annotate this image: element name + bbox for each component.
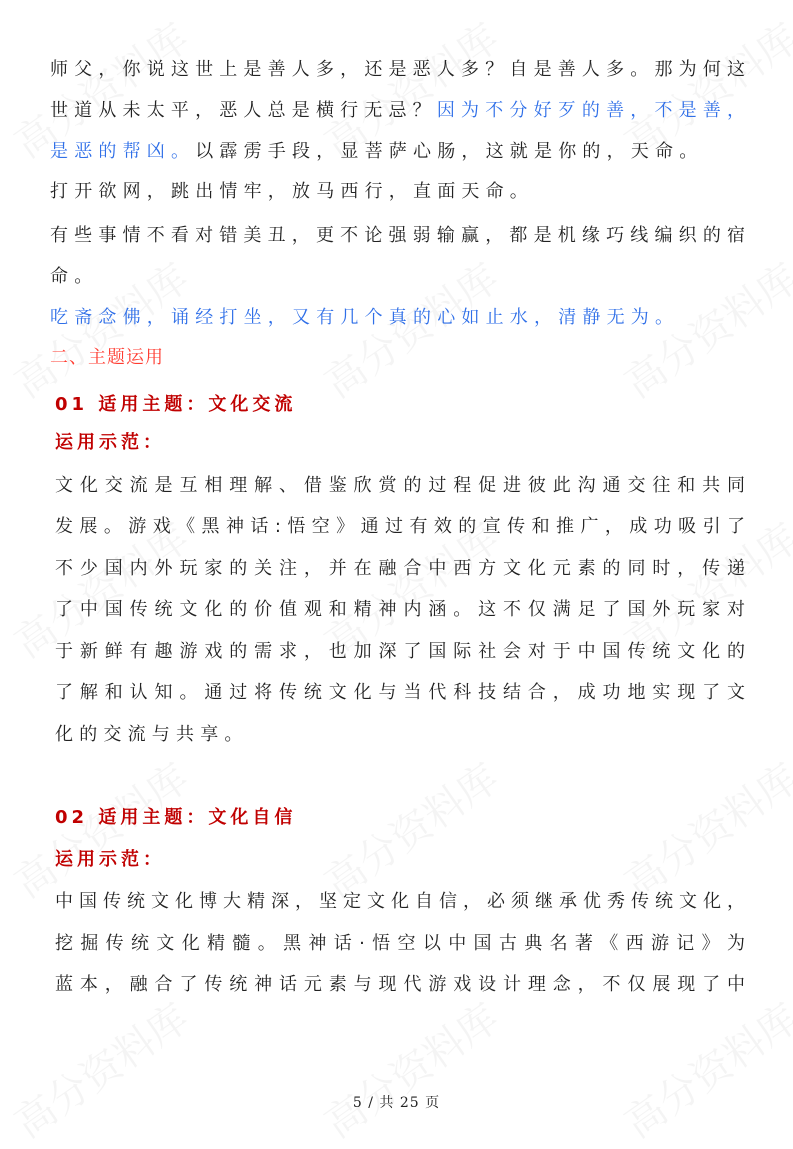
watermark-text (612, 748, 793, 909)
text-line (50, 224, 745, 248)
highlighted-text: 因为不分好歹的善，不是善， (436, 100, 746, 121)
text-segment: 于新鲜有趣游戏的需求，也加深了国际社会对于中国传统文化的 (55, 641, 745, 662)
text-segment: 文化交流是互相理解、借鉴欣赏的过程促进彼此沟通交往和共同 (55, 475, 745, 496)
text-segment: 有些事情不看对错美丑，更不论强弱输赢，都是机缘巧线编织的宿 (50, 225, 745, 246)
text-segment: 世道从未太平，恶人总是横行无忌？ (50, 100, 437, 121)
section-heading (55, 806, 296, 830)
section-heading (55, 431, 165, 455)
text-line (55, 557, 745, 581)
text-segment: 师父，你说这世上是善人多，还是恶人多？自是善人多。那为何这 (50, 59, 745, 80)
text-line (55, 640, 745, 664)
text-segment: 02 适用主题：文化自信 (55, 807, 297, 828)
text-segment: 蓝本，融合了传统神话元素与现代游戏设计理念，不仅展现了中 (55, 974, 745, 995)
highlighted-text: 吃斋念佛，诵经打坐，又有几个真的心如止水，清静无为。 (50, 307, 680, 328)
page-number: 5 / 共 25 页 (352, 1095, 441, 1111)
text-segment: 01 适用主题：文化交流 (55, 394, 297, 415)
text-segment: 运用示范： (55, 432, 165, 453)
text-segment: 发展。游戏《黑神话:悟空》通过有效的宣传和推广，成功吸引了 (55, 516, 745, 537)
text-line (50, 58, 745, 82)
text-segment: 打开欲网，跳出情牢，放马西行，直面天命。 (50, 181, 534, 202)
text-segment: 了解和认知。通过将传统文化与当代科技结合，成功地实现了文 (55, 682, 745, 703)
text-line (50, 265, 98, 289)
text-segment: 二、主题运用 (50, 347, 164, 368)
text-line (55, 973, 745, 997)
text-segment: 运用示范： (55, 849, 165, 870)
watermark-text (312, 988, 509, 1149)
section-heading (55, 393, 296, 417)
section-title (50, 346, 164, 370)
text-line (55, 932, 745, 956)
text-line (50, 99, 745, 123)
text-line (55, 598, 745, 622)
text-segment: 了中国传统文化的价值观和精神内涵。这不仅满足了国外玩家对 (55, 599, 745, 620)
text-segment: 不少国内外玩家的关注，并在融合中西方文化元素的同时，传递 (55, 558, 745, 579)
text-line (50, 180, 534, 204)
text-segment: 以霹雳手段，显菩萨心肠，这就是你的，天命。 (195, 141, 704, 162)
text-line (50, 140, 703, 164)
text-segment: 命。 (50, 266, 99, 287)
text-segment: 挖掘传统文化精髓。黑神话·悟空以中国古典名著《西游记》为 (55, 933, 745, 954)
text-line (55, 681, 745, 705)
text-line (55, 890, 745, 914)
text-segment: 中国传统文化博大精深，坚定文化自信，必须继承优秀传统文化， (55, 891, 745, 912)
section-heading (55, 848, 165, 872)
text-line (55, 723, 249, 747)
watermark-text (612, 988, 793, 1149)
text-segment: 化的交流与共享。 (55, 724, 249, 745)
text-line (55, 474, 745, 498)
text-line (50, 306, 679, 330)
highlighted-text: 是恶的帮凶。 (50, 141, 196, 162)
text-line (55, 515, 745, 539)
watermark-text (2, 988, 199, 1149)
watermark-text (312, 748, 509, 909)
